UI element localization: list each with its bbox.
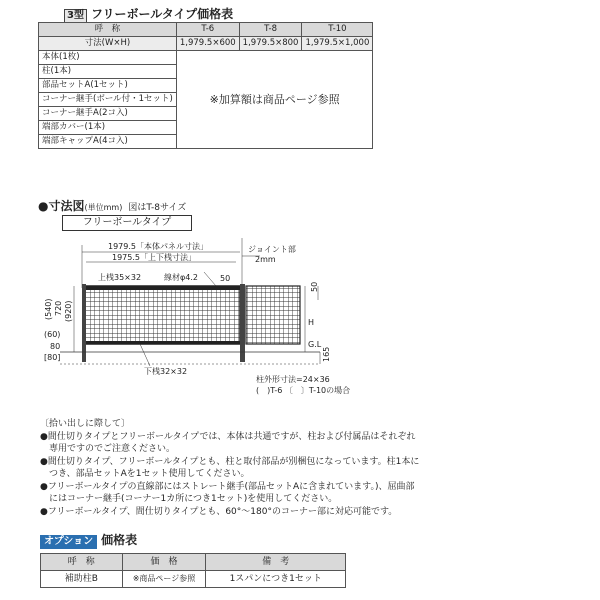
row-label: 端部キャップA(4コ入) xyxy=(39,135,177,149)
bottom-rail-label: 下桟32×32 xyxy=(144,367,188,376)
option-table-title-text: 価格表 xyxy=(101,533,138,547)
post-left xyxy=(82,284,86,362)
gl-label: G.L xyxy=(308,340,322,349)
option-remark: 1スパンにつき1セット xyxy=(206,571,346,588)
left-dim-80b: [80] xyxy=(44,353,61,362)
note-line: ●フリーボールタイプの直線部にはストレート継手(部品セットAに含まれています。)、屈曲部 xyxy=(40,481,415,492)
size-label: 寸法(W×H) xyxy=(39,37,177,51)
size-t6: 1,979.5×600 xyxy=(176,37,239,51)
diagram-title-text: ●寸法図 xyxy=(38,199,85,213)
option-header-name: 呼 称 xyxy=(41,554,123,571)
joint-gap-label: 2mm xyxy=(255,255,276,264)
col-t10: T-10 xyxy=(302,23,373,37)
option-header-price: 価 格 xyxy=(122,554,206,571)
diagram-size-note: 図はT-8サイズ xyxy=(128,203,187,213)
notes xyxy=(40,418,419,518)
bottom-rail-leader xyxy=(140,344,150,366)
note-line: ●間仕切りタイプ、フリーボールタイプとも、柱と取付部品が別梱包になっています。柱1本に xyxy=(40,456,420,467)
dim-50-top: 50 xyxy=(220,274,231,283)
post-size-label: 柱外形寸法=24×36 xyxy=(256,375,330,384)
joint-label: ジョイント部 xyxy=(248,245,296,254)
wire-leader xyxy=(204,272,216,286)
diagram-unit-note: (単位mm) xyxy=(84,203,123,212)
size-t10: 1,979.5×1,000 xyxy=(302,37,373,51)
note-line: つき、部品セットAを1セット使用してください。 xyxy=(40,469,250,479)
notes-heading: 〔拾い出しに際して〕 xyxy=(40,419,131,429)
dim-165: 165 xyxy=(322,346,331,362)
left-dim-60: (60) xyxy=(44,330,61,339)
option-header-remark: 備 考 xyxy=(206,554,346,571)
row-label: 部品セットA(1セット) xyxy=(39,79,177,93)
note-line: 専用ですのでご注意ください。 xyxy=(40,444,176,454)
row-label: 端部カバー(1本) xyxy=(39,121,177,135)
note-line: ●間仕切りタイプとフリーボールタイプでは、本体は共通ですが、柱および付属品はそれぞれ xyxy=(40,431,416,442)
note-line: にはコーナー継手(コーナー1カ所につき1セット)を使用してください。 xyxy=(40,494,338,504)
wire-label: 線材φ4.2 xyxy=(164,273,198,282)
top-rail-label: 上桟35×32 xyxy=(98,273,142,282)
dim-50-right: 50 xyxy=(310,281,319,292)
col-t8: T-8 xyxy=(239,23,302,37)
option-name: 補助柱B xyxy=(41,571,123,588)
header-label: 呼 称 xyxy=(39,23,177,37)
post-right xyxy=(240,284,245,362)
price-note: ※加算額は商品ページ参照 xyxy=(176,51,373,149)
row-label: コーナー継手(ボール付・1セット) xyxy=(39,93,177,107)
bottom-rail xyxy=(84,341,240,344)
type-label: フリーボールタイプ xyxy=(62,215,192,231)
top-rail xyxy=(84,286,240,290)
h-label: H xyxy=(308,318,315,327)
post-note-label: ( )T-6 〔 〕T-10の場合 xyxy=(256,386,351,395)
option-price: ※商品ページ参照 xyxy=(122,571,206,588)
mesh-panel-right xyxy=(246,286,300,344)
dim-panel-label: 1979.5「本体パネル寸法」 xyxy=(108,242,208,251)
dim-rail-label: 1975.5「上下桟寸法」 xyxy=(112,253,196,262)
col-t6: T-6 xyxy=(176,23,239,37)
option-badge: オプション xyxy=(40,535,97,549)
left-dim-720: 720 xyxy=(54,300,63,316)
mesh-panel xyxy=(84,286,240,344)
price-table-title-text: フリーボールタイプ価格表 xyxy=(90,7,234,21)
row-label: 本体(1枚) xyxy=(39,51,177,65)
size-t8: 1,979.5×800 xyxy=(239,37,302,51)
row-label: 柱(1本) xyxy=(39,65,177,79)
left-dim-540: (540) xyxy=(44,298,53,320)
option-table-title xyxy=(40,531,137,549)
note-line: ●フリーボールタイプ、間仕切りタイプとも、60°～180°のコーナー部に対応可能です。 xyxy=(40,506,398,517)
left-dim-80: 80 xyxy=(50,342,61,351)
option-table xyxy=(40,553,346,588)
type-badge: 3型 xyxy=(64,9,87,23)
left-dim-920: (920) xyxy=(64,300,73,322)
row-label: コーナー継手A(2コ入) xyxy=(39,107,177,121)
